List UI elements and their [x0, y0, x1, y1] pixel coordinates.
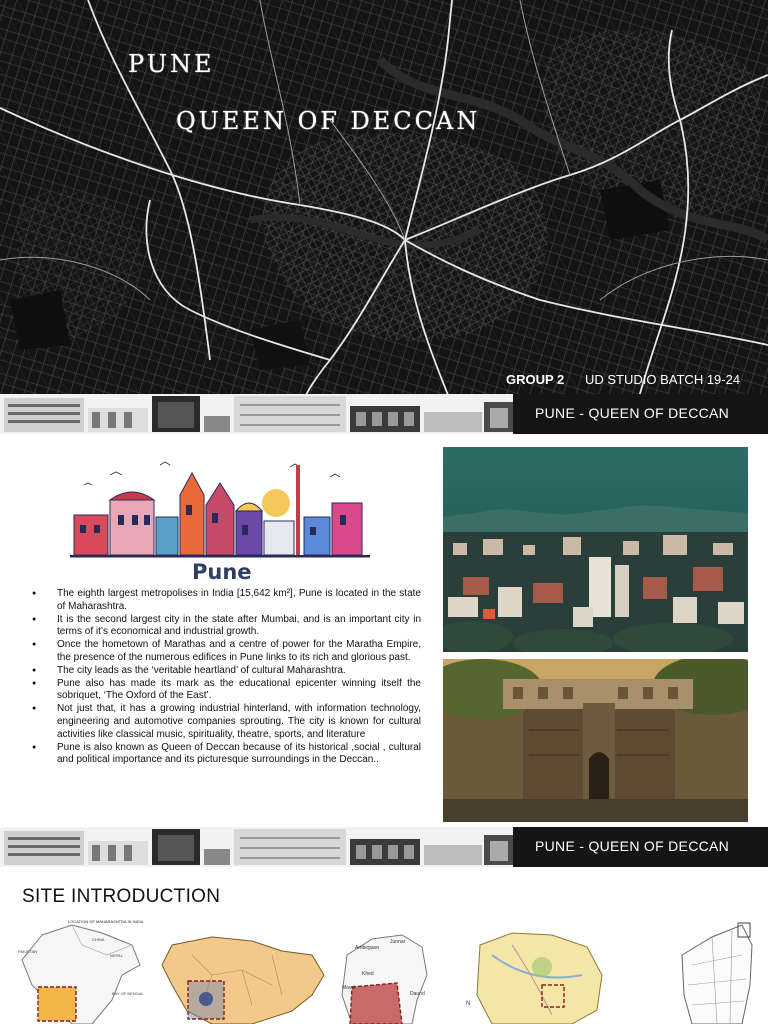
intro-bullet-list: [32, 588, 421, 767]
pune-street-map: [0, 0, 768, 432]
map-label-pakistan: PAKISTAN: [18, 949, 38, 954]
building-photos-icon: [0, 394, 520, 434]
list-item: ● The eighth largest metropolises in India [15,642 km²], Pune is located in the state of Maharashtra.: [32, 588, 421, 614]
list-item: ● The city leads as the ‘veritable heartland’ of cultural Maharashtra.: [32, 665, 421, 678]
shaniwar-wada-photo: [443, 659, 748, 822]
north-arrow-label: N: [466, 1001, 471, 1007]
strip-label: PUNE - QUEEN OF DECCAN: [535, 838, 730, 854]
map-label-ambegaon: Ambegaon: [355, 945, 380, 951]
strip-bar: [513, 827, 768, 867]
studio-label: UD STUDIO BATCH 19-24: [585, 372, 741, 387]
list-item: ● Pune is also known as Queen of Deccan because of its historical ,social , cultural and political importance and its picturesque surroundings in the Deccan..: [32, 742, 421, 768]
map-label-maval: Maval: [342, 985, 356, 991]
group-label: GROUP 2: [506, 372, 565, 387]
map-label-bay: BAY OF BENGAL: [112, 991, 144, 996]
pune-city-map: [466, 933, 602, 1024]
map-label-khed: Khed: [362, 971, 374, 977]
pune-skyline-illustration: [70, 455, 370, 559]
list-item: ● It is the second largest city in the state after Mumbai, and is an important city in terms of it’s economical and industrial growth.: [32, 614, 421, 640]
map-label-china: CHINA: [92, 937, 105, 942]
location-maps: [12, 915, 762, 1024]
maharashtra-map: [162, 937, 324, 1024]
list-item: ● Not just that, it has a growing industrial hinterland, with information technology, engineering and automotive companies sprouting. The city is known for cultural activities like classical music, spirituality, theatre, sports, and literature: [32, 703, 421, 741]
building-strip-top: [0, 394, 768, 434]
building-photos-icon: [0, 827, 520, 867]
building-strip-middle: [0, 827, 768, 867]
list-item: ● Pune also has made its mark as the educational epicenter winning itself the sobriquet, ‘The Oxford of the East’.: [32, 678, 421, 704]
map-label-nepal: NEPAL: [110, 953, 123, 958]
map-label-daund: Daund: [410, 991, 425, 997]
strip-bar: [513, 394, 768, 434]
pune-district-map: [342, 935, 427, 1024]
illustration-title: Pune: [192, 560, 252, 584]
strip-label: PUNE - QUEEN OF DECCAN: [535, 405, 730, 421]
cover-page: [0, 0, 768, 432]
map-label-junnar: Junnar: [390, 939, 406, 945]
city-skyline-photo: [443, 447, 748, 652]
site-layout-map: [682, 923, 752, 1024]
cover-title-subtitle: QUEEN OF DECCAN: [176, 107, 481, 135]
map-label-location: LOCATION OF MAHARASHTRA IN INDIA: [68, 919, 144, 924]
india-map: [18, 919, 144, 1024]
site-intro-title: SITE INTRODUCTION: [22, 886, 221, 907]
cover-title-pune: PUNE: [128, 50, 215, 78]
list-item: ● Once the hometown of Marathas and a centre of power for the Maratha Empire, the presence of the numerous edifices in Pune links to its rich and glorious past.: [32, 639, 421, 665]
